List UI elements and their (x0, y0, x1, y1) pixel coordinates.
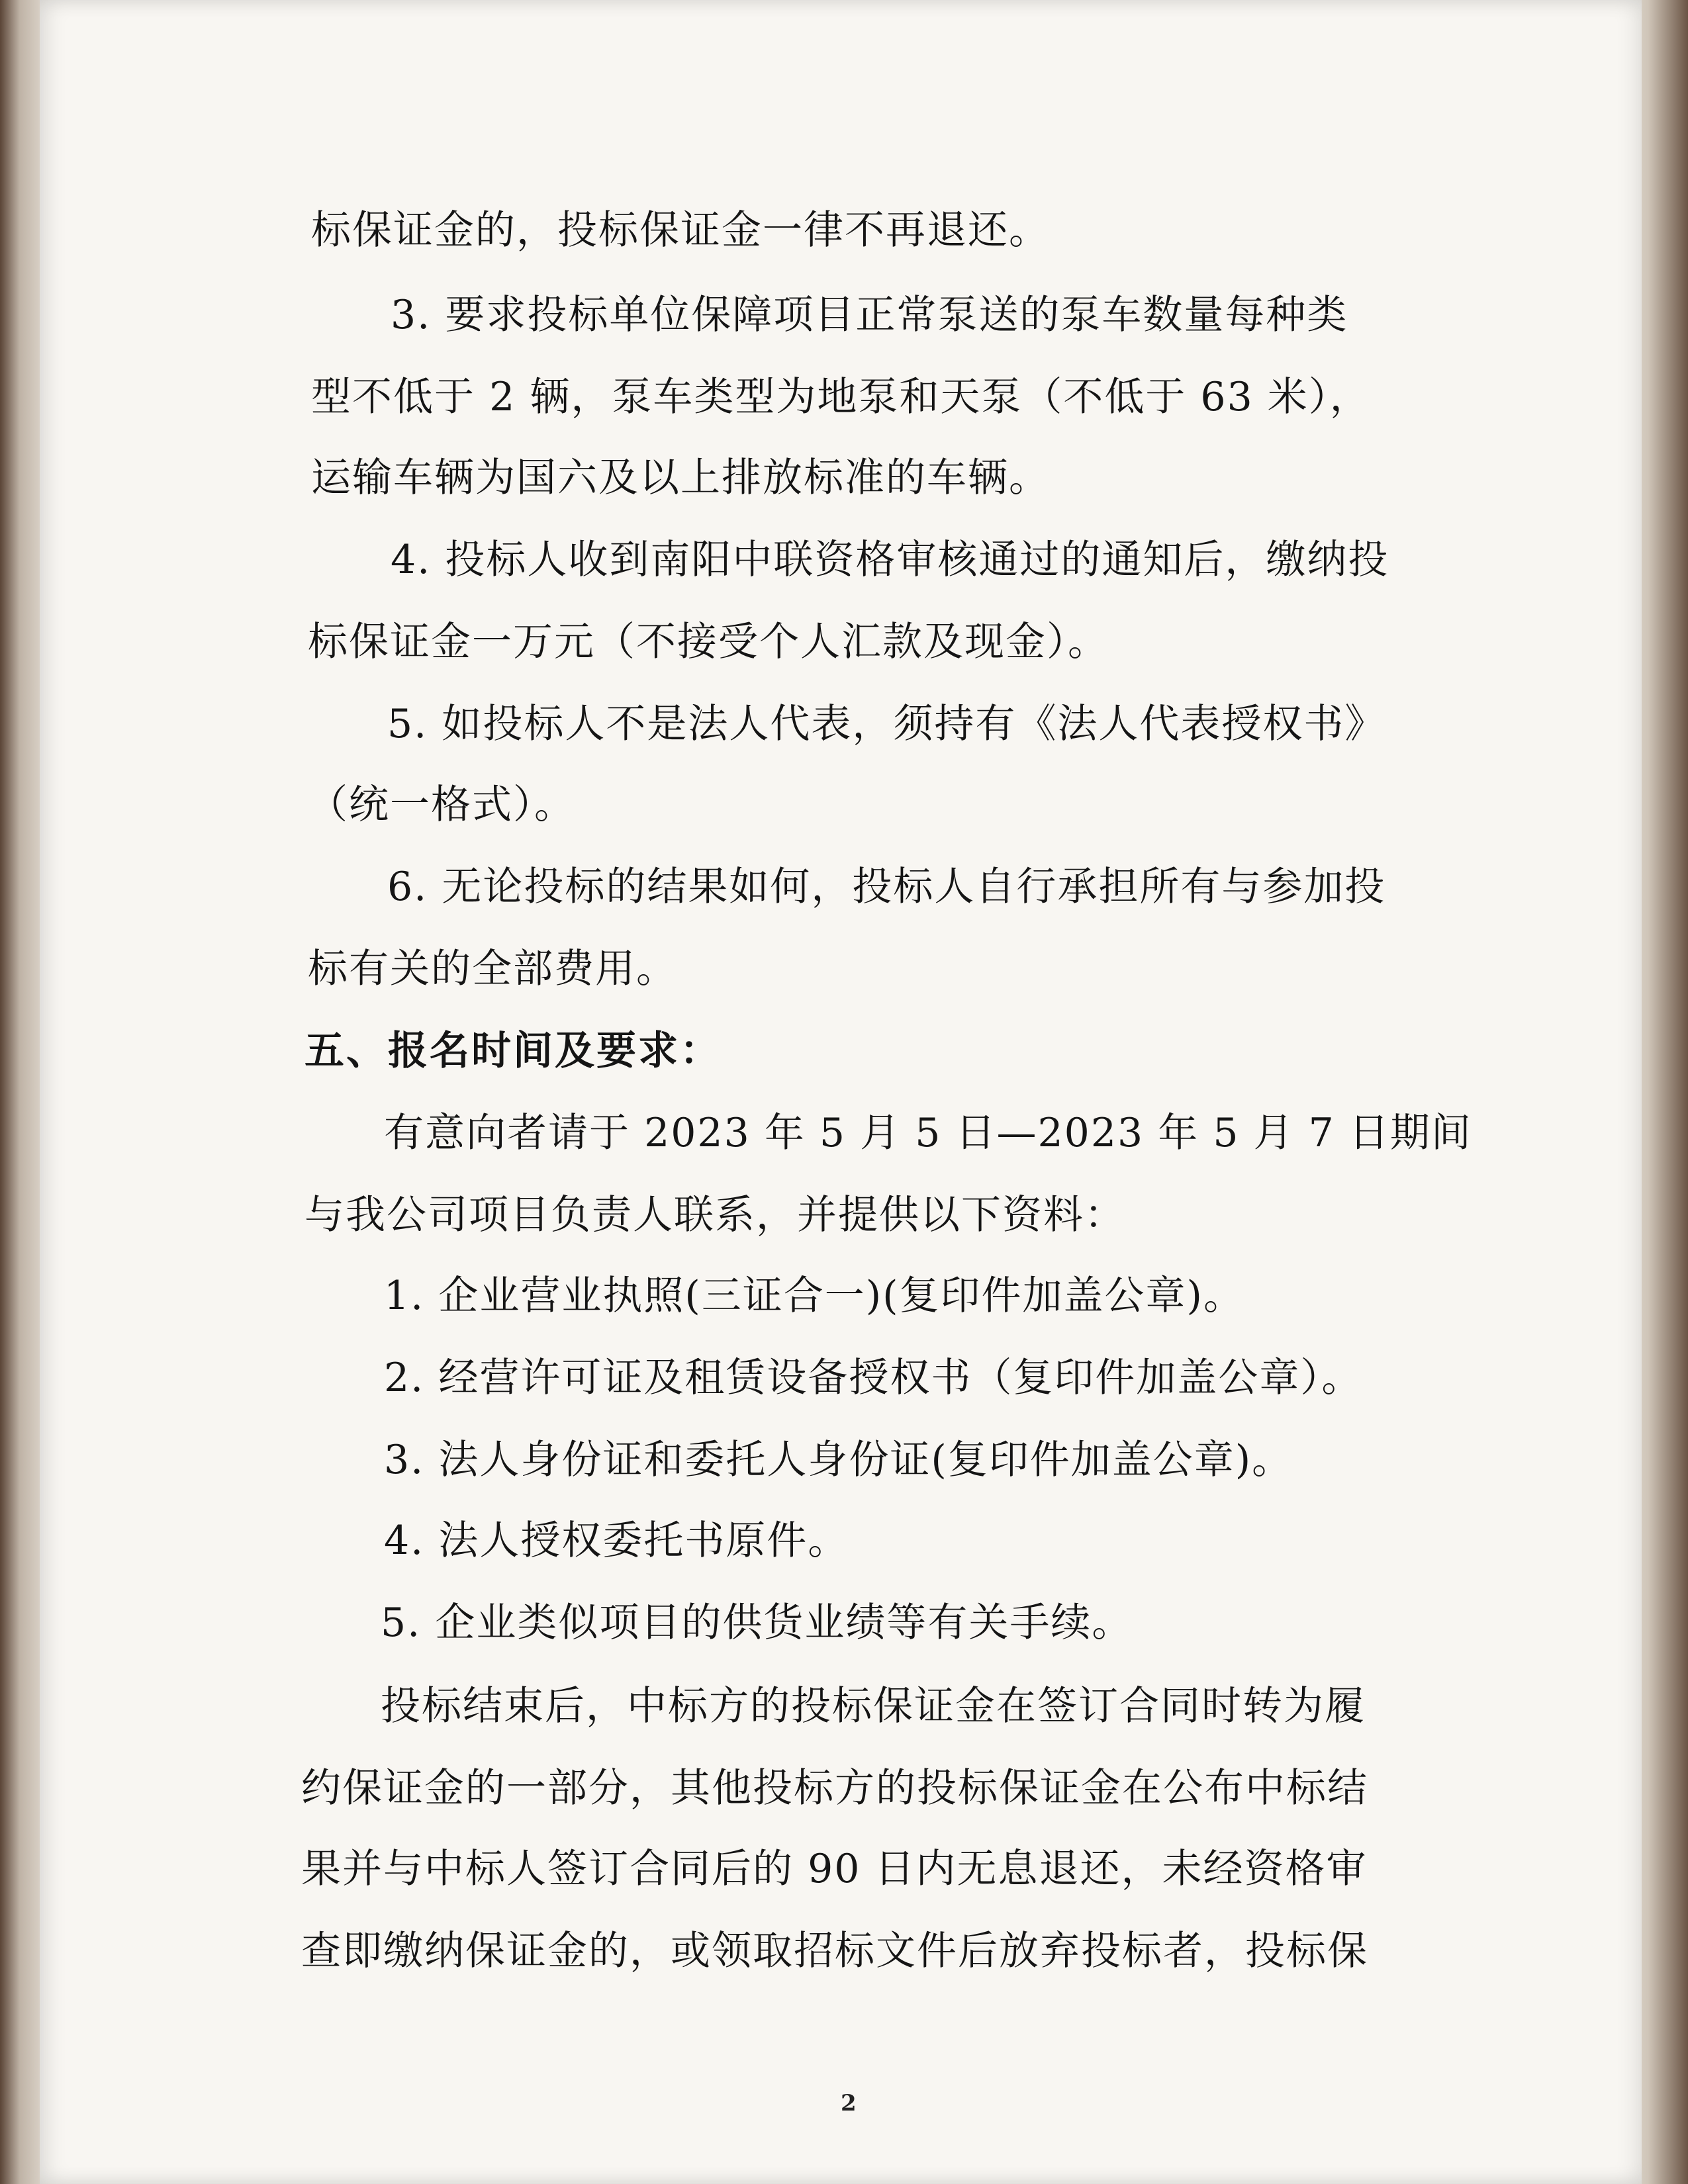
paragraph-line: 型不低于 2 辆，泵车类型为地泵和天泵（不低于 63 米）， (311, 374, 1371, 420)
paragraph-line: 标保证金一万元（不接受个人汇款及现金）。 (308, 619, 1109, 665)
paragraph-line: 与我公司项目负责人联系，并提供以下资料： (305, 1192, 1125, 1238)
paragraph-line: 标保证金的，投标保证金一律不再退还。 (311, 207, 1050, 253)
paragraph-line: 5. 如投标人不是法人代表，须持有《法人代表授权书》 (387, 701, 1386, 747)
paragraph-line: （统一格式）。 (308, 782, 575, 828)
list-item: 5. 企业类似项目的供货业绩等有关手续。 (381, 1600, 1133, 1646)
paragraph-line: 果并与中标人签订合同后的 90 日内无息退还，未经资格审 (301, 1846, 1368, 1892)
paragraph-line: 3. 要求投标单位保障项目正常泵送的泵车数量每种类 (391, 292, 1348, 338)
paragraph-line: 标有关的全部费用。 (308, 946, 677, 992)
list-item: 3. 法人身份证和委托人身份证(复印件加盖公章)。 (384, 1437, 1293, 1483)
section-heading: 五、报名时间及要求： (305, 1028, 722, 1074)
paragraph-line: 有意向者请于 2023 年 5 月 5 日—2023 年 5 月 7 日期间 (384, 1110, 1472, 1156)
list-item: 2. 经营许可证及租赁设备授权书（复印件加盖公章）。 (384, 1355, 1363, 1401)
list-item: 1. 企业营业执照(三证合一)(复印件加盖公章)。 (384, 1273, 1244, 1319)
paragraph-line: 约保证金的一部分，其他投标方的投标保证金在公布中标结 (301, 1765, 1368, 1811)
paragraph-line: 6. 无论投标的结果如何，投标人自行承担所有与参加投 (387, 864, 1386, 910)
paragraph-line: 运输车辆为国六及以上排放标准的车辆。 (311, 455, 1050, 501)
paragraph-line: 投标结束后，中标方的投标保证金在签订合同时转为履 (381, 1683, 1366, 1729)
paragraph-line: 查即缴纳保证金的，或领取招标文件后放弃投标者，投标保 (301, 1928, 1368, 1974)
document-page (40, 0, 1642, 2184)
list-item: 4. 法人授权委托书原件。 (384, 1518, 849, 1564)
page-number: 2 (841, 2090, 857, 2116)
paragraph-line: 4. 投标人收到南阳中联资格审核通过的通知后，缴纳投 (391, 537, 1389, 583)
